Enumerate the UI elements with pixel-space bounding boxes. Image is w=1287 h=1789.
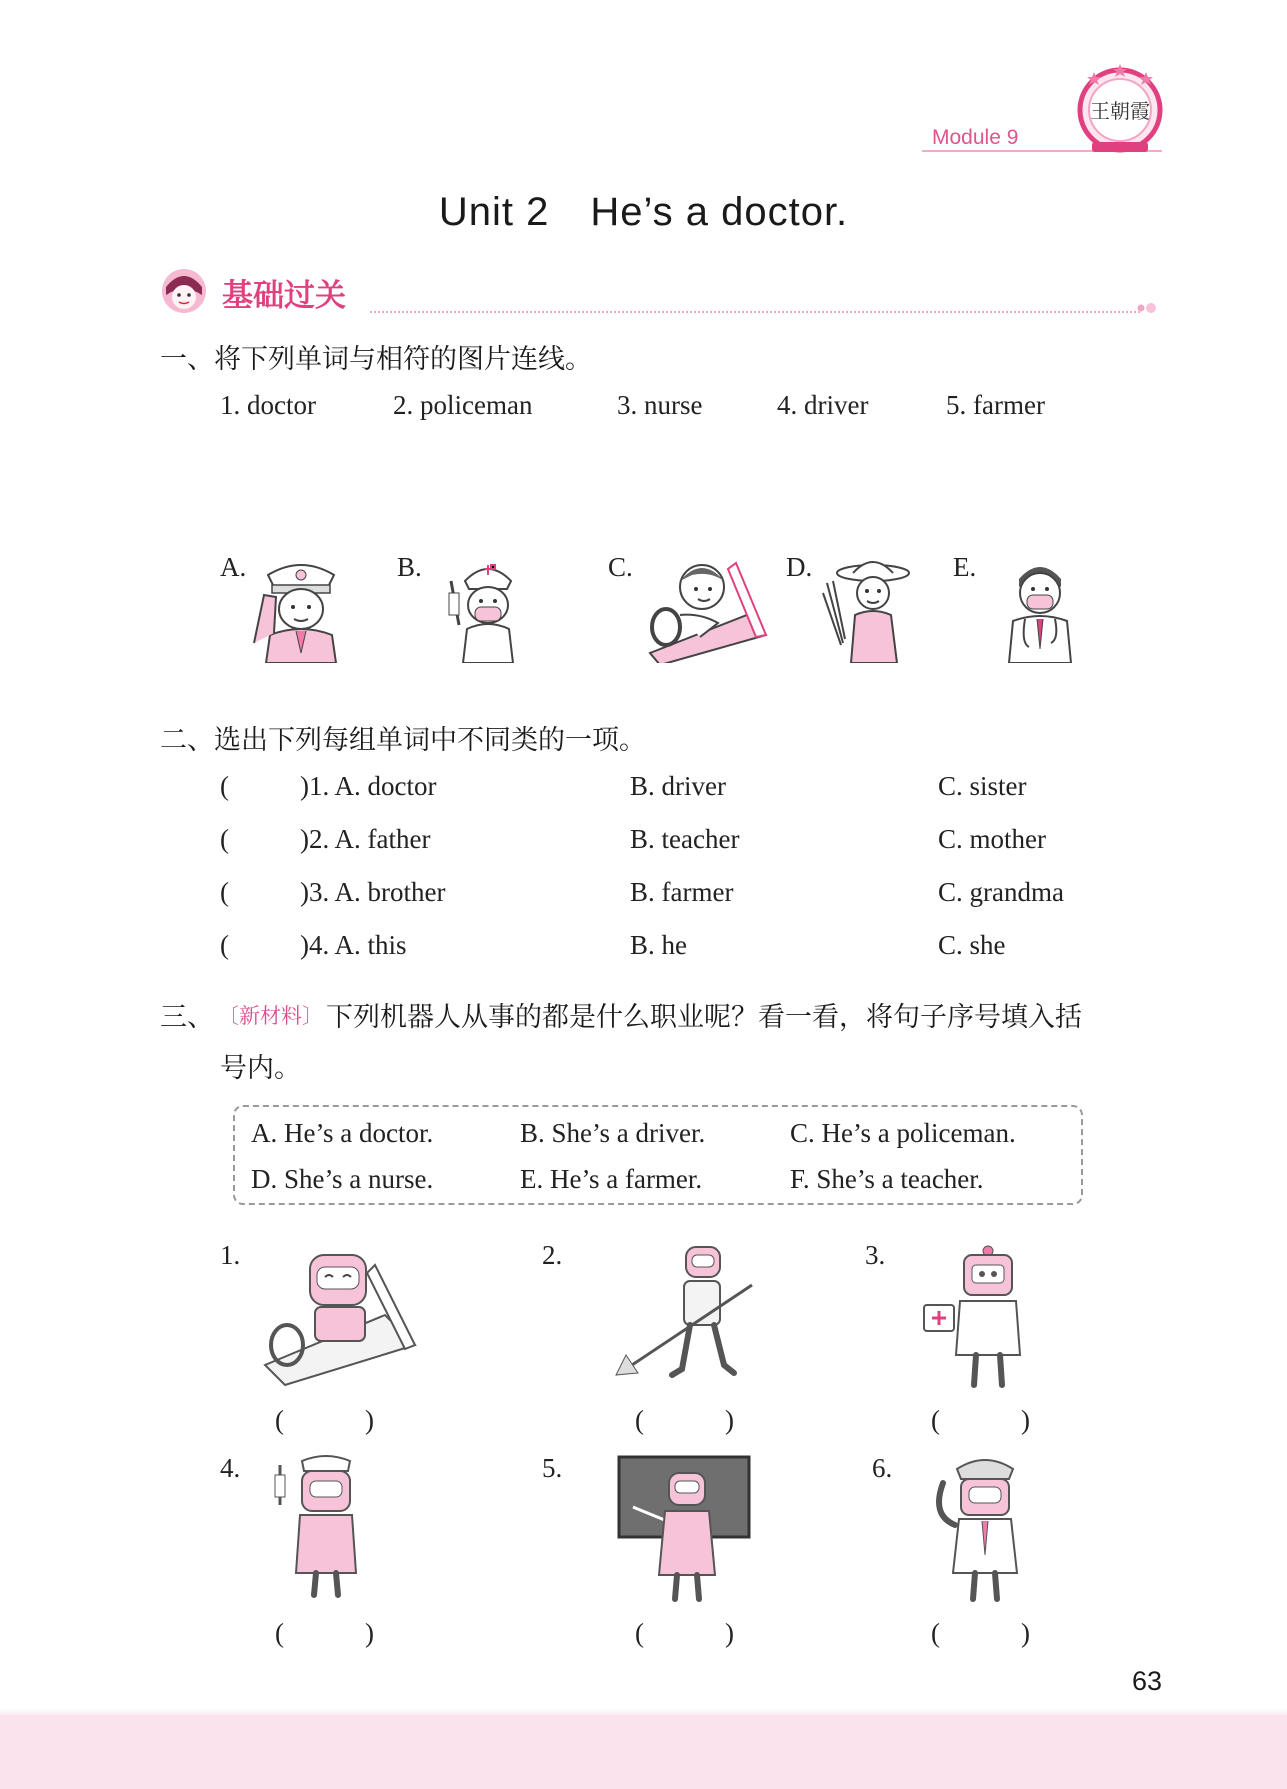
q1-word: 2. policeman <box>393 390 533 420</box>
q2-option-a: )1. A. doctor <box>300 771 437 801</box>
answer-bracket[interactable]: ( <box>220 771 229 801</box>
picture-label: C. <box>608 552 633 582</box>
picture-label: A. <box>220 552 247 582</box>
q2-option-b: B. teacher <box>630 824 740 854</box>
new-material-tag: 〔新材料〕 <box>218 1005 323 1028</box>
q1-heading: 一、将下列单词与相符的图片连线。 <box>160 344 592 374</box>
item-number: 4. <box>220 1453 241 1483</box>
section-title: 基础过关 <box>222 278 346 313</box>
q2-option-c: C. grandma <box>938 877 1064 907</box>
picture-label: E. <box>953 552 977 582</box>
q3-heading-cont: 号内。 <box>220 1053 301 1083</box>
item-number: 1. <box>220 1240 241 1270</box>
q2-option-a: )3. A. brother <box>300 877 446 907</box>
svg-text:王朝霞: 王朝霞 <box>1090 99 1150 123</box>
nurse-with-syringe-icon <box>433 553 543 663</box>
q2-option-c: C. sister <box>938 771 1027 801</box>
option-item: E. He’s a farmer. <box>520 1164 703 1194</box>
option-item: C. He’s a policeman. <box>790 1118 1016 1148</box>
option-item: A. He’s a doctor. <box>251 1118 434 1148</box>
q3-heading: 下列机器人从事的都是什么职业呢？看一看，将句子序号填入括 <box>326 1002 1082 1032</box>
robot-policeman-icon <box>925 1455 1095 1605</box>
robot-teacher-icon <box>617 1455 752 1605</box>
farmer-with-wheat-icon <box>813 553 923 663</box>
q2-option-a: )4. A. this <box>300 930 407 960</box>
robot-doctor-icon <box>908 1245 1078 1395</box>
q1-word: 4. driver <box>777 390 869 420</box>
q2-option-c: C. she <box>938 930 1006 960</box>
robot-nurse-icon <box>260 1455 430 1605</box>
item-number: 2. <box>542 1240 563 1270</box>
page-number: 63 <box>1132 1666 1163 1696</box>
option-item: D. She’s a nurse. <box>251 1164 434 1194</box>
answer-bracket[interactable]: ( <box>220 824 229 854</box>
answer-blank[interactable]: ( ) <box>635 1618 734 1648</box>
footer-band <box>0 1715 1287 1789</box>
answer-blank[interactable]: ( ) <box>275 1405 374 1435</box>
q1-word: 5. farmer <box>946 390 1045 420</box>
answer-blank[interactable]: ( ) <box>635 1405 734 1435</box>
page-title: Unit 2 He’s a doctor. <box>438 190 849 234</box>
q2-option-b: B. farmer <box>630 877 734 907</box>
picture-label: D. <box>786 552 813 582</box>
q2-option-b: B. driver <box>630 771 726 801</box>
section-divider <box>370 311 1140 313</box>
item-number: 5. <box>542 1453 563 1483</box>
answer-blank[interactable]: ( ) <box>931 1405 1030 1435</box>
item-number: 3. <box>865 1240 886 1270</box>
robot-driver-icon <box>255 1245 425 1395</box>
brand-logo <box>1072 60 1168 156</box>
q2-option-a: )2. A. father <box>300 824 431 854</box>
doctor-with-stethoscope-icon <box>985 553 1095 663</box>
divider-dots-icon <box>1136 300 1158 316</box>
answer-blank[interactable]: ( ) <box>931 1618 1030 1648</box>
q1-word: 1. doctor <box>220 390 316 420</box>
picture-label: B. <box>397 552 422 582</box>
module-label: Module 9 <box>932 126 1019 149</box>
answer-bracket[interactable]: ( <box>220 930 229 960</box>
item-number: 6. <box>872 1453 893 1483</box>
robot-farmer-icon <box>612 1245 782 1395</box>
policeman-saluting-icon <box>246 553 356 663</box>
driver-in-car-icon <box>640 553 770 663</box>
q2-heading: 二、选出下列每组单词中不同类的一项。 <box>160 725 646 755</box>
option-item: F. She’s a teacher. <box>790 1164 984 1194</box>
q2-option-b: B. he <box>630 930 687 960</box>
answer-bracket[interactable]: ( <box>220 877 229 907</box>
q2-option-c: C. mother <box>938 824 1046 854</box>
girl-avatar-icon <box>160 265 208 319</box>
answer-blank[interactable]: ( ) <box>275 1618 374 1648</box>
q3-number: 三、 <box>160 1002 214 1032</box>
q1-word: 3. nurse <box>617 390 703 420</box>
option-item: B. She’s a driver. <box>520 1118 706 1148</box>
